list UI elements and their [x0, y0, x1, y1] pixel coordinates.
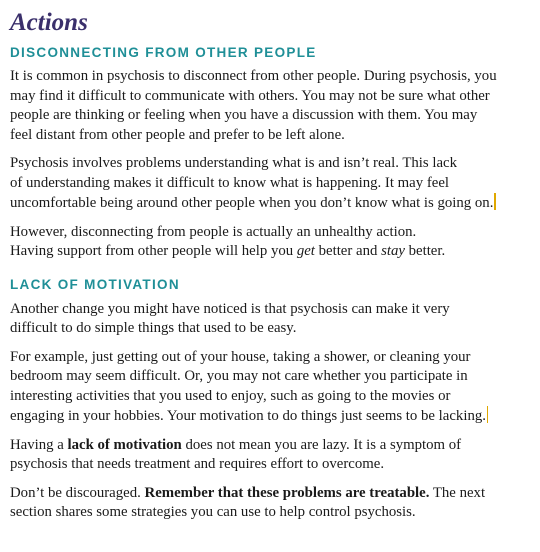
emphasis-get: get — [296, 243, 315, 259]
text-cursor — [494, 193, 496, 210]
paragraph-motivation-example — [10, 348, 530, 427]
text-line: Psychosis involves problems understanding what is and isn’t real. This lack — [10, 155, 458, 171]
text-line: may find it difficult to communicate with others. You may not be sure what other — [10, 87, 490, 104]
text-segment: does not mean you are lazy. It is a symptom of — [181, 436, 462, 453]
page-title: Actions — [10, 9, 88, 36]
text-line: For example, just getting out of your house, taking a shower, or cleaning your — [10, 348, 471, 365]
text-segment: Having a — [10, 436, 68, 453]
text-line: section shares some strategies you can use to help control psychosis. — [10, 504, 416, 520]
paragraph-psychosis-reality — [10, 154, 530, 214]
section-heading-disconnecting: DISCONNECTING FROM OTHER PEOPLE — [10, 45, 317, 60]
text-segment: Having support from other people will help you — [10, 243, 297, 259]
text-line: of understanding makes it difficult to know what is happening. It may feel — [10, 174, 450, 191]
emphasis-stay: stay — [381, 243, 405, 259]
text-line: bedroom may seem difficult. Or, you may not care whether you participate in — [10, 368, 468, 384]
text-segment: The next — [429, 484, 486, 501]
text-line: difficult to do simple things that used to be easy. — [10, 320, 297, 336]
text-line: Another change you might have noticed is that psychosis can make it very — [10, 300, 450, 317]
text-line: However, disconnecting from people is actually an unhealthy action. — [10, 223, 417, 240]
text-segment: better and — [314, 243, 382, 259]
bold-lack-of-motivation: lack of motivation — [67, 436, 182, 453]
paragraph-unhealthy-action — [10, 223, 530, 262]
text-line: people are thinking or feeling when you have a discussion with them. You may — [10, 107, 478, 123]
text-segment: Don’t be discouraged. — [10, 484, 145, 501]
text-line: engaging in your hobbies. Your motivation to do things just seems to be lacking. — [10, 408, 486, 424]
text-line: uncomfortable being around other people when you don’t know what is going on. — [10, 195, 494, 211]
paragraph-disconnect-intro — [10, 67, 530, 145]
paragraph-treatable — [10, 484, 530, 523]
text-line: It is common in psychosis to disconnect from other people. During psychosis, you — [10, 68, 497, 84]
text-segment: better. — [404, 243, 446, 259]
paragraph-motivation-intro — [10, 300, 530, 339]
text-cursor — [487, 406, 489, 423]
paragraph-not-lazy — [10, 436, 530, 475]
bold-treatable: Remember that these problems are treatable. — [144, 484, 430, 501]
section-heading-lack-of-motivation: LACK OF MOTIVATION — [10, 276, 180, 292]
text-line: feel distant from other people and prefer to be left alone. — [10, 126, 345, 143]
text-line: interesting activities that you used to enjoy, such as going to the movies or — [10, 387, 451, 404]
document-page — [10, 8, 530, 523]
text-line: psychosis that needs treatment and requires effort to overcome. — [10, 456, 385, 472]
